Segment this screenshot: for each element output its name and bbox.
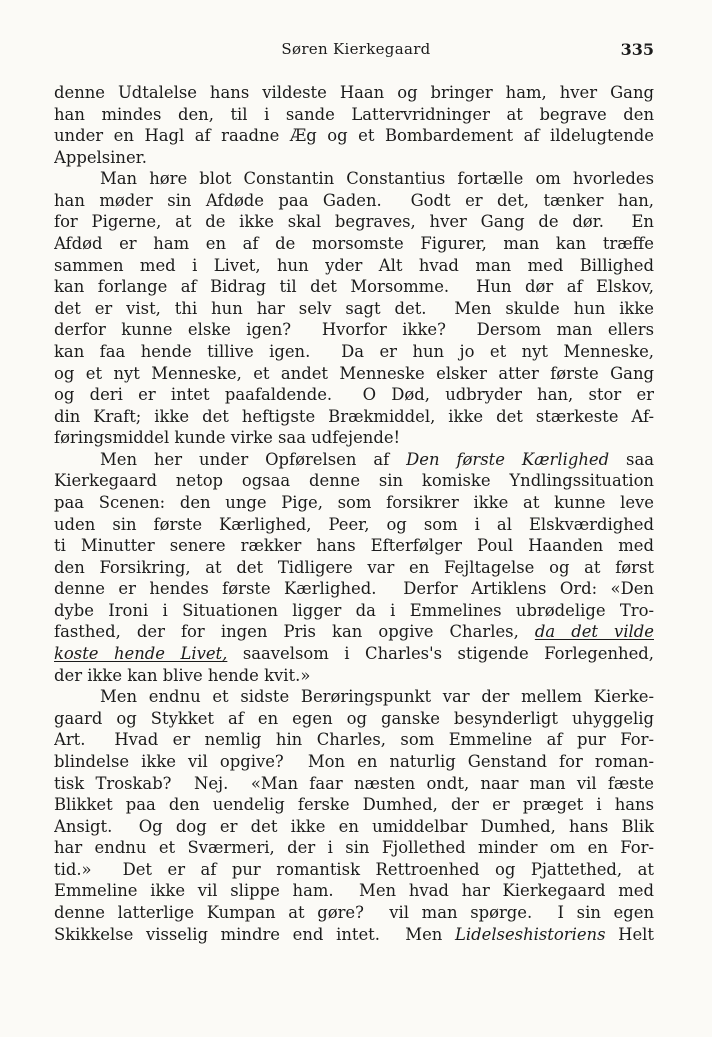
text-segment: saavelsom i Charles's stigende Forlegenhed,	[227, 644, 654, 664]
text-line	[54, 255, 654, 277]
text-line	[54, 708, 654, 730]
text-line	[54, 406, 654, 428]
running-title: Søren Kierkegaard	[281, 40, 431, 58]
text-segment: saa	[609, 449, 654, 469]
text-segment: under en Hagl af raadne Æg og et Bombardement af ildelugtende	[54, 126, 654, 146]
text-line	[54, 514, 654, 536]
text-segment: Emmeline ikke vil slippe ham. Men hvad har Kierkegaard med	[54, 881, 654, 901]
text-segment: Kierkegaard netop ogsaa denne sin komiske Yndlingssituation	[54, 471, 654, 491]
text-line	[54, 600, 654, 622]
text-line	[54, 665, 654, 687]
text-segment: den Forsikring, at det Tidligere var en Fejltagelse og at først	[54, 557, 654, 577]
text-line	[54, 794, 654, 816]
text-line	[54, 492, 654, 514]
text-line	[54, 621, 654, 643]
text-segment: Men her under Opførelsen af	[100, 449, 407, 469]
running-header	[0, 40, 712, 64]
text-segment: denne latterlige Kumpan at gøre? vil man spørge. I sin egen	[54, 902, 654, 922]
text-line	[54, 211, 654, 233]
italic-phrase: da det vilde	[534, 622, 654, 642]
text-line	[54, 859, 654, 881]
text-line	[54, 578, 654, 600]
text-line	[54, 751, 654, 773]
text-line	[54, 82, 654, 104]
text-segment: denne Udtalelse hans vildeste Haan og bringer ham, hver Gang	[54, 83, 654, 102]
text-line	[54, 816, 654, 838]
text-segment: Art. Hvad er nemlig hin Charles, som Emmeline af pur For-	[54, 730, 654, 750]
text-line	[54, 729, 654, 751]
text-line	[54, 880, 654, 902]
text-line	[54, 902, 654, 924]
text-segment: der ikke kan blive hende kvit.»	[54, 665, 311, 685]
text-line	[54, 470, 654, 492]
text-line	[54, 168, 654, 190]
text-segment: derfor kunne elske igen? Hvorfor ikke? Dersom man ellers	[54, 320, 654, 340]
text-segment: ti Minutter senere rækker hans Efterfølger Poul Haanden med	[54, 536, 654, 556]
text-line	[54, 233, 654, 255]
text-line	[54, 276, 654, 298]
text-line	[54, 773, 654, 795]
text-line	[54, 427, 654, 449]
text-line	[54, 384, 654, 406]
text-segment: uden sin første Kærlighed, Peer, og som i al Elskværdighed	[54, 514, 654, 534]
text-line	[54, 363, 654, 385]
text-line	[54, 924, 654, 946]
text-segment: Afdød er ham en af de morsomste Figurer, man kan træffe	[54, 234, 654, 254]
text-line	[54, 298, 654, 320]
text-segment: Skikkelse visselig mindre end intet. Men	[54, 924, 455, 944]
italic-phrase: Den første Kærlighed	[406, 449, 610, 469]
text-segment: og et nyt Menneske, et andet Menneske elsker atter første Gang	[54, 363, 654, 383]
text-segment: fasthed, der for ingen Pris kan opgive Charles,	[54, 622, 535, 642]
text-segment: tisk Troskab? Nej. «Man faar næsten ondt, naar man vil fæste	[54, 773, 654, 793]
text-line	[54, 341, 654, 363]
text-segment: din Kraft; ikke det heftigste Brækmiddel, ikke det stærkeste Af-	[54, 406, 654, 426]
body-text	[54, 82, 654, 945]
text-segment: gaard og Stykket af en egen og ganske besynderligt uhyggelig	[54, 708, 654, 728]
text-line	[54, 643, 654, 665]
text-segment: Helt	[605, 924, 654, 944]
text-segment: dybe Ironi i Situationen ligger da i Emmelines ubrødelige Tro-	[54, 600, 654, 620]
text-line	[54, 190, 654, 212]
text-segment: kan faa hende tillive igen. Da er hun jo et nyt Menneske,	[54, 341, 654, 361]
text-segment: han møder sin Afdøde paa Gaden. Godt er det, tænker han,	[54, 190, 654, 210]
text-segment: det er vist, thi hun har selv sagt det. Men skulde hun ikke	[54, 298, 654, 318]
text-segment: denne er hendes første Kærlighed. Derfor Artiklens Ord: «Den	[54, 579, 654, 599]
text-line	[54, 686, 654, 708]
text-line	[54, 557, 654, 579]
text-segment: for Pigerne, at de ikke skal begraves, hver Gang de dør. En	[54, 212, 654, 232]
text-line	[54, 104, 654, 126]
text-segment: kan forlange af Bidrag til det Morsomme. Hun dør af Elskov,	[54, 277, 654, 297]
text-line	[54, 535, 654, 557]
text-segment: Appelsiner.	[54, 147, 147, 167]
italic-phrase: koste hende Livet,	[54, 644, 228, 664]
text-segment: føringsmiddel kunde virke saa udfejende!	[54, 428, 401, 448]
text-segment: paa Scenen: den unge Pige, som forsikrer ikke at kunne leve	[54, 492, 654, 512]
text-line	[54, 125, 654, 147]
text-line	[54, 837, 654, 859]
page-number: 335	[620, 40, 654, 59]
text-line	[54, 449, 654, 471]
text-segment: han mindes den, til i sande Lattervridninger at begrave den	[54, 104, 654, 124]
text-line	[54, 319, 654, 341]
text-segment: blindelse ikke vil opgive? Mon en naturlig Genstand for roman-	[54, 751, 654, 771]
text-segment: Blikket paa den uendelig ferske Dumhed, der er præget i hans	[54, 795, 654, 815]
text-segment: Ansigt. Og dog er det ikke en umiddelbar Dumhed, hans Blik	[54, 816, 654, 836]
text-segment: har endnu et Sværmeri, der i sin Fjollethed minder om en For-	[54, 838, 654, 858]
text-segment: Men endnu et sidste Berøringspunkt var der mellem Kierke-	[100, 687, 654, 707]
text-segment: tid.» Det er af pur romantisk Rettroenhed og Pjattethed, at	[54, 859, 654, 879]
text-segment: og deri er intet paafaldende. O Død, udbryder han, stor er	[54, 385, 654, 405]
text-segment: sammen med i Livet, hun yder Alt hvad man med Billighed	[54, 255, 654, 275]
text-line	[54, 147, 654, 169]
italic-phrase: Lidelseshistoriens	[455, 924, 606, 944]
text-segment: Man høre blot Constantin Constantius fortælle om hvorledes	[100, 169, 654, 189]
